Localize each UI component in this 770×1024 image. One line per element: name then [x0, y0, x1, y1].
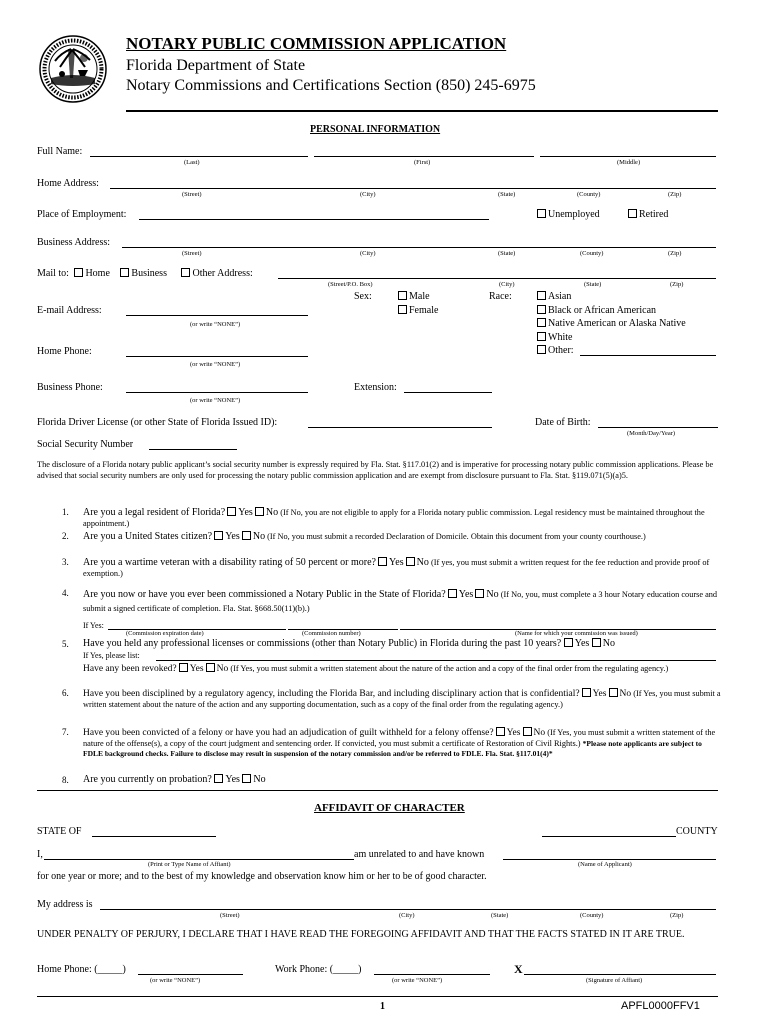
q8-text: Are you currently on probation? — [83, 774, 212, 785]
male-checkbox[interactable] — [398, 291, 407, 300]
q5: Have you held any professional licenses or commissions (other than Notary Public) in Florida during the past 10 years? Yes No — [83, 638, 616, 649]
home-city-caption: (City) — [360, 191, 376, 198]
q5-text: Have you held any professional licenses or commissions (other than Notary Public) in Florida during the past 10 years? — [83, 638, 562, 649]
biz-city-caption: (City) — [360, 250, 376, 257]
q5-note: (If Yes, you must submit a written statement about the nature of the action and a copy of the final order from the regulating agency.) — [230, 664, 669, 673]
q7-no-checkbox[interactable] — [523, 727, 532, 736]
home-phone-field[interactable] — [126, 356, 308, 357]
comm-exp-caption: (Commission expiration date) — [126, 630, 204, 637]
ssn-field[interactable] — [149, 449, 237, 450]
department-name: Florida Department of State — [126, 57, 306, 74]
employment-label: Place of Employment: — [37, 209, 127, 220]
state-seal — [38, 34, 108, 104]
extension-label: Extension: — [354, 382, 397, 393]
email-label: E-mail Address: — [37, 305, 102, 316]
email-field[interactable] — [126, 315, 308, 316]
dob-field[interactable] — [598, 427, 718, 428]
section-divider — [37, 790, 718, 791]
q7-number: 7. — [62, 727, 69, 737]
page-title: NOTARY PUBLIC COMMISSION APPLICATION — [126, 34, 507, 53]
applicant-caption: (Name of Applicant) — [578, 861, 632, 868]
mail-business-label: Business — [131, 268, 167, 279]
aff-county-caption: (County) — [580, 912, 604, 919]
affiant-address-field[interactable] — [100, 909, 716, 910]
q1: Are you a legal resident of Florida? Yes No (If No, you are not eligible to apply for a Florida notary public commission. Legal residency must be maintained throughout the appointment.) — [83, 507, 705, 528]
race-other[interactable]: Other: — [537, 345, 574, 356]
dob-format-caption: (Month/Day/Year) — [627, 430, 676, 437]
race-asian[interactable]: Asian — [537, 291, 571, 302]
white-checkbox[interactable] — [537, 332, 546, 341]
first-caption: (First) — [414, 159, 431, 166]
my-address-label: My address is — [37, 899, 93, 910]
q8-number: 8. — [62, 775, 69, 785]
q1-no-checkbox[interactable] — [255, 507, 264, 516]
q6-note: (If Yes, you must submit a written statement about the nature of the action and any supporting documentation, such as a copy of the final order from the regulating agency.) — [83, 689, 721, 709]
comm-name-caption: (Name for which your commission was issued) — [515, 630, 638, 637]
home-phone-none-caption: (or write “NONE”) — [190, 361, 241, 368]
q4-no-checkbox[interactable] — [475, 589, 484, 598]
q8: Are you currently on probation? Yes No — [83, 774, 266, 785]
q8-yes-checkbox[interactable] — [214, 774, 223, 783]
retired-option[interactable]: Retired — [628, 209, 668, 220]
race-black[interactable]: Black or African American — [537, 305, 656, 316]
q6-number: 6. — [62, 688, 69, 698]
male-option[interactable]: Male — [398, 291, 430, 302]
business-phone-field[interactable] — [126, 392, 308, 393]
state-of-label: STATE OF — [37, 826, 82, 837]
unemployed-checkbox[interactable] — [537, 209, 546, 218]
last-name-field[interactable] — [90, 156, 308, 157]
aff-work-phone-field[interactable] — [374, 974, 490, 975]
home-state-caption: (State) — [498, 191, 516, 198]
footer-divider — [37, 996, 718, 997]
q5-number: 5. — [62, 639, 69, 649]
q2-no-checkbox[interactable] — [242, 531, 251, 540]
q5-revoked-yes-checkbox[interactable] — [179, 663, 188, 672]
comm-num-caption: (Commission number) — [302, 630, 361, 637]
home-zip-caption: (Zip) — [668, 191, 682, 198]
middle-caption: (Middle) — [617, 159, 641, 166]
mail-home-label: Home — [85, 268, 110, 279]
applicant-name-field[interactable] — [503, 859, 716, 860]
aff-street-caption: (Street) — [220, 912, 240, 919]
other-street-caption: (Street/P.O. Box) — [328, 281, 373, 288]
other-state-caption: (State) — [584, 281, 602, 288]
affidavit-heading: AFFIDAVIT OF CHARACTER — [314, 802, 465, 814]
aff-work-none-caption: (or write “NONE”) — [392, 977, 443, 984]
q2-yes-checkbox[interactable] — [214, 531, 223, 540]
q2: Are you a United States citizen? Yes No (If No, you must submit a recorded Declaration of Domicile. Obtain this document from your county courthouse.) — [83, 531, 646, 542]
good-character-text: for one year or more; and to the best of my knowledge and observation know him or her to be of good character. — [37, 871, 487, 882]
mail-to-row — [37, 268, 253, 279]
q1-note: (If No, you are not eligible to apply for a Florida notary public commission. Legal residency must be maintained throughout the appointment.) — [83, 508, 705, 528]
print-name-caption: (Print or Type Name of Affiant) — [148, 861, 231, 868]
affiant-i-label: I, — [37, 849, 43, 860]
q3-note: (If yes, you must submit a written request for the fee reduction and provide proof of exemption.) — [83, 558, 710, 578]
county-label: COUNTY — [676, 826, 718, 837]
affiant-name-field[interactable] — [44, 859, 354, 860]
native-checkbox[interactable] — [537, 318, 546, 327]
race-white[interactable]: White — [537, 332, 572, 343]
header-divider — [126, 110, 718, 112]
q2-number: 2. — [62, 531, 69, 541]
mail-home-checkbox[interactable] — [74, 268, 83, 277]
q3-text: Are you a wartime veteran with a disability rating of 50 percent or more? — [83, 557, 376, 568]
q7-text: Have you been convicted of a felony or have you had an adjudication of guilt withheld for a felony offense? — [83, 728, 494, 738]
q3-number: 3. — [62, 557, 69, 567]
business-phone-label: Business Phone: — [37, 382, 103, 393]
aff-home-phone-field[interactable] — [138, 974, 243, 975]
signature-x: X — [514, 962, 523, 976]
email-none-caption: (or write “NONE”) — [190, 321, 241, 328]
q5-yes-checkbox[interactable] — [564, 638, 573, 647]
q2-note: (If No, you must submit a recorded Declaration of Domicile. Obtain this document from your county courthouse.) — [267, 532, 646, 541]
aff-zip-caption: (Zip) — [670, 912, 684, 919]
mail-other-checkbox[interactable] — [181, 268, 190, 277]
section-name: Notary Commissions and Certifications Section (850) 245-6975 — [126, 77, 536, 94]
biz-county-caption: (County) — [580, 250, 604, 257]
mail-to-label: Mail to: — [37, 268, 69, 279]
middle-name-field[interactable] — [540, 156, 716, 157]
home-address-field[interactable] — [110, 188, 716, 189]
county-field[interactable] — [542, 836, 676, 837]
q1-yes-checkbox[interactable] — [227, 507, 236, 516]
q1-text: Are you a legal resident of Florida? — [83, 507, 226, 518]
q8-no-checkbox[interactable] — [242, 774, 251, 783]
q5-revoked: Have any been revoked? Yes No (If Yes, you must submit a written statement about the nature of the action and a copy of the final order from the regulating agency.) — [83, 664, 669, 674]
if-yes-label: If Yes: — [83, 621, 104, 630]
other-address-field[interactable] — [278, 278, 716, 279]
full-name-label: Full Name: — [37, 146, 83, 157]
q3: Are you a wartime veteran with a disability rating of 50 percent or more? Yes No (If yes, you must submit a written request for the fee reduction and provide proof of exemption.) — [83, 557, 710, 578]
state-of-field[interactable] — [92, 836, 216, 837]
q4-yes-checkbox[interactable] — [448, 589, 457, 598]
aff-city-caption: (City) — [399, 912, 415, 919]
aff-home-phone-label: Home Phone: (_____) — [37, 964, 126, 975]
q4-number: 4. — [62, 588, 69, 598]
other-race-checkbox[interactable] — [537, 345, 546, 354]
mail-business-checkbox[interactable] — [120, 268, 129, 277]
other-race-field[interactable] — [580, 355, 716, 356]
sex-label: Sex: — [354, 291, 372, 302]
form-code: APFL0000FFV1 — [621, 1000, 700, 1012]
extension-field[interactable] — [404, 392, 492, 393]
q3-yes-checkbox[interactable] — [378, 557, 387, 566]
personal-info-heading: PERSONAL INFORMATION — [310, 124, 441, 135]
q4-note: (If No, you, must complete a 3 hour Notary education course and submit a signed certificate of completion. Fla. Stat. §668.50(11)(b).) — [83, 590, 718, 613]
female-option[interactable]: Female — [398, 305, 438, 316]
retired-checkbox[interactable] — [628, 209, 637, 218]
female-checkbox[interactable] — [398, 305, 407, 314]
unrelated-label: am unrelated to and have known — [354, 849, 485, 860]
aff-state-caption: (State) — [491, 912, 509, 919]
q5-revoked-no-checkbox[interactable] — [206, 663, 215, 672]
biz-zip-caption: (Zip) — [668, 250, 682, 257]
q7-fdle-note: *Please note applicants are subject to FDLE background checks. Failure to disclose may result in suspension of the notary commission and/or be referred to FDLE. Fla. Stat. §117.01(4)* — [83, 738, 702, 758]
aff-work-phone-label: Work Phone: (_____) — [275, 964, 362, 975]
q2-text: Are you a United States citizen? — [83, 531, 213, 542]
q5-list-field[interactable] — [156, 660, 716, 661]
license-label: Florida Driver License (or other State of Florida Issued ID): — [37, 417, 278, 428]
home-street-caption: (Street) — [182, 191, 202, 198]
business-address-field[interactable] — [122, 247, 716, 248]
black-checkbox[interactable] — [537, 305, 546, 314]
other-zip-caption: (Zip) — [670, 281, 684, 288]
q6-no-checkbox[interactable] — [609, 688, 618, 697]
q7-yes-checkbox[interactable] — [496, 727, 505, 736]
q4: Are you now or have you ever been commissioned a Notary Public in the State of Florida? Yes No (If No, you, must complete a 3 hour Notary education course and submit a signed certificate of completion. Fla. Stat. §668.50(11)(b).) — [83, 589, 718, 613]
q6-text: Have you been disciplined by a regulatory agency, including the Florida Bar, and including disciplinary action that is confidential? — [83, 689, 580, 699]
first-name-field[interactable] — [314, 156, 534, 157]
dob-label: Date of Birth: — [535, 417, 591, 428]
home-county-caption: (County) — [577, 191, 601, 198]
page-number: 1 — [380, 1001, 385, 1012]
race-label: Race: — [489, 291, 512, 302]
business-address-label: Business Address: — [37, 237, 111, 248]
biz-state-caption: (State) — [498, 250, 516, 257]
aff-home-none-caption: (or write “NONE”) — [150, 977, 201, 984]
other-city-caption: (City) — [499, 281, 515, 288]
employment-field[interactable] — [139, 219, 489, 220]
q4-text: Are you now or have you ever been commissioned a Notary Public in the State of Florida? — [83, 589, 446, 600]
q1-number: 1. — [62, 507, 69, 517]
mail-other-label: Other Address: — [192, 268, 253, 279]
home-phone-label: Home Phone: — [37, 346, 92, 357]
last-caption: (Last) — [184, 159, 200, 166]
q6-yes-checkbox[interactable] — [582, 688, 591, 697]
asian-checkbox[interactable] — [537, 291, 546, 300]
q3-no-checkbox[interactable] — [406, 557, 415, 566]
q7: Have you been convicted of a felony or have you had an adjudication of guilt withheld for a felony offense? Yes No (If Yes, you must submit a written statement of the nature of the offense(s), a copy of the court judgment and sentencing order. If convicted, you must submit a certificate of Restoration of Civil Rights.) *Please note applicants are subject to FDLE background checks. Failure to disclose may result in suspension of the notary commission and/or be referred to FDLE. Fla. Stat. §117.01(4)* — [83, 728, 716, 758]
unemployed-option[interactable]: Unemployed — [537, 209, 600, 220]
q5-no-checkbox[interactable] — [592, 638, 601, 647]
business-phone-none-caption: (or write “NONE”) — [190, 397, 241, 404]
biz-street-caption: (Street) — [182, 250, 202, 257]
signature-field[interactable] — [524, 974, 716, 975]
ssn-disclosure: The disclosure of a Florida notary public applicant’s social security number is expressly required by Fla. Stat. §117.01(2) and is imperative for processing notary public commission applications. Please be advised that social security numbers are only used for processing the notary public commission application and are exempt from disclosure pursuant to Fla. Stat. §119.071(5)(a)5. — [37, 460, 714, 480]
q7-note: (If Yes, you must submit a written statement of the nature of the offense(s), a copy of the court judgment and sentencing order. If convicted, you must submit a certificate of Restoration of Civil Rights.) — [83, 728, 716, 748]
q5-revoked-text: Have any been revoked? — [83, 664, 177, 674]
q5-list-label: If Yes, please list: — [83, 651, 140, 660]
license-field[interactable] — [308, 427, 492, 428]
ssn-label: Social Security Number — [37, 439, 134, 450]
race-native[interactable]: Native American or Alaska Native — [537, 318, 686, 329]
perjury-statement: UNDER PENALTY OF PERJURY, I DECLARE THAT I HAVE READ THE FOREGOING AFFIDAVIT AND THAT THE FACTS STATED IN IT ARE TRUE. — [37, 929, 685, 940]
home-address-label: Home Address: — [37, 178, 99, 189]
signature-caption: (Signature of Affiant) — [586, 977, 643, 984]
q6: Have you been disciplined by a regulatory agency, including the Florida Bar, and including disciplinary action that is confidential? Yes No (If Yes, you must submit a written statement about the nature of the action and any supporting documentation, such as a copy of the final order from the regulating agency.) — [83, 689, 721, 709]
